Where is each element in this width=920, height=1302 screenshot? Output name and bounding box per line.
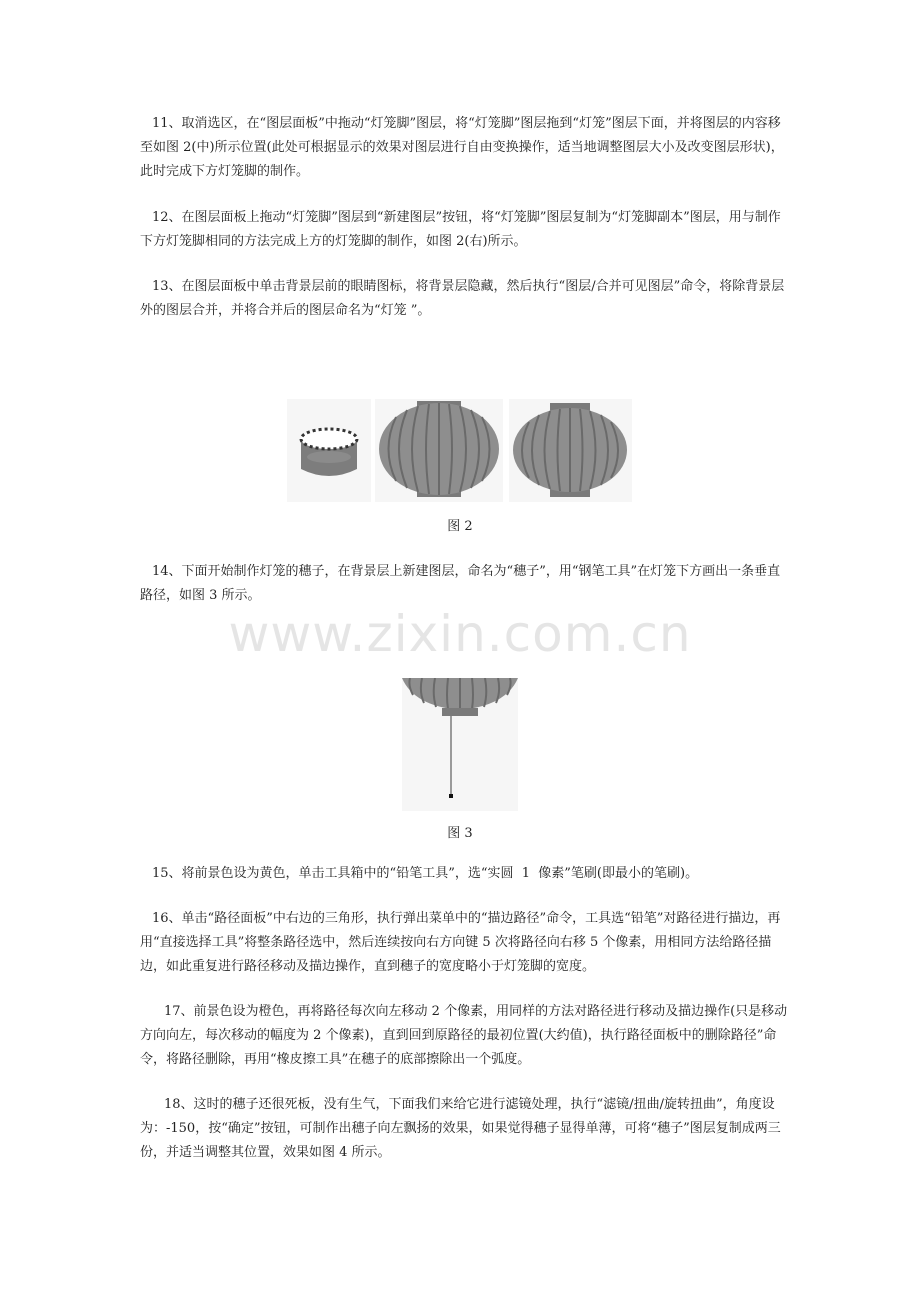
figure-3-caption: 图 3 [447, 826, 473, 841]
paragraph-16: 16、单击“路径面板”中右边的三角形，执行弹出菜单中的“描边路径”命令，工具选“铅笔”对路径进行描边，再用“直接选择工具”将整条路径选中，然后连续按向右方向键 5 次将路径向右移 5 个像素，用相同方法给路径描边，如此重复进行路径移动及描边操作，直到穗子的宽度略小于灯笼脚的宽度。 [140, 911, 781, 974]
figure-3 [402, 678, 518, 811]
paragraph-13: 13、在图层面板中单击背景层前的眼睛图标，将背景层隐藏，然后执行“图层/合并可见图层”命令，将除背景层外的图层合并，并将合并后的图层命名为“灯笼 ”。 [140, 279, 785, 318]
paragraph-18: 18、这时的穗子还很死板，没有生气，下面我们来给它进行滤镜处理，执行“滤镜/扭曲/旋转扭曲”，角度设为：-150，按“确定”按钮，可制作出穗子向左飘扬的效果，如果觉得穗子显得单薄，可将“穗子”图层复制成两三份，并适当调整其位置，效果如图 4 所示。 [140, 1097, 781, 1160]
path-anchor-point [449, 794, 453, 798]
figure-2-caption: 图 2 [447, 519, 473, 534]
figure-2 [287, 399, 632, 502]
paragraph-15: 15、将前景色设为黄色，单击工具箱中的“铅笔工具”，选“实圆 1 像素”笔刷(即最小的笔刷)。 [152, 866, 699, 881]
paragraph-14: 14、下面开始制作灯笼的穗子，在背景层上新建图层，命名为“穗子”，用“钢笔工具”在灯笼下方画出一条垂直路径，如图 3 所示。 [140, 564, 781, 603]
watermark: www.zixin.com.cn [228, 605, 692, 663]
paragraph-11: 11、取消选区，在“图层面板”中拖动“灯笼脚”图层，将“灯笼脚”图层拖到“灯笼”图层下面，并将图层的内容移至如图 2(中)所示位置(此处可根据显示的效果对图层进行自由变换操作，适当地调整图层大小及改变图层形状)，此时完成下方灯笼脚的制作。 [140, 116, 784, 179]
paragraph-17: 17、前景色设为橙色，再将路径每次向左移动 2 个像素，用同样的方法对路径进行移动及描边操作(只是移动方向向左，每次移动的幅度为 2 个像素)，直到回到原路径的最初位置(大约值)，执行路径面板中的删除路径”命令，将路径删除，再用“橡皮擦工具”在穗子的底部擦除出一个弧度。 [140, 1004, 788, 1067]
lantern-foot-ring [301, 429, 357, 476]
paragraph-12: 12、在图层面板上拖动“灯笼脚”图层到“新建图层”按钮，将“灯笼脚”图层复制为“灯笼脚副本”图层，用与制作下方灯笼脚相同的方法完成上方的灯笼脚的制作，如图 2(右)所示。 [140, 210, 781, 249]
